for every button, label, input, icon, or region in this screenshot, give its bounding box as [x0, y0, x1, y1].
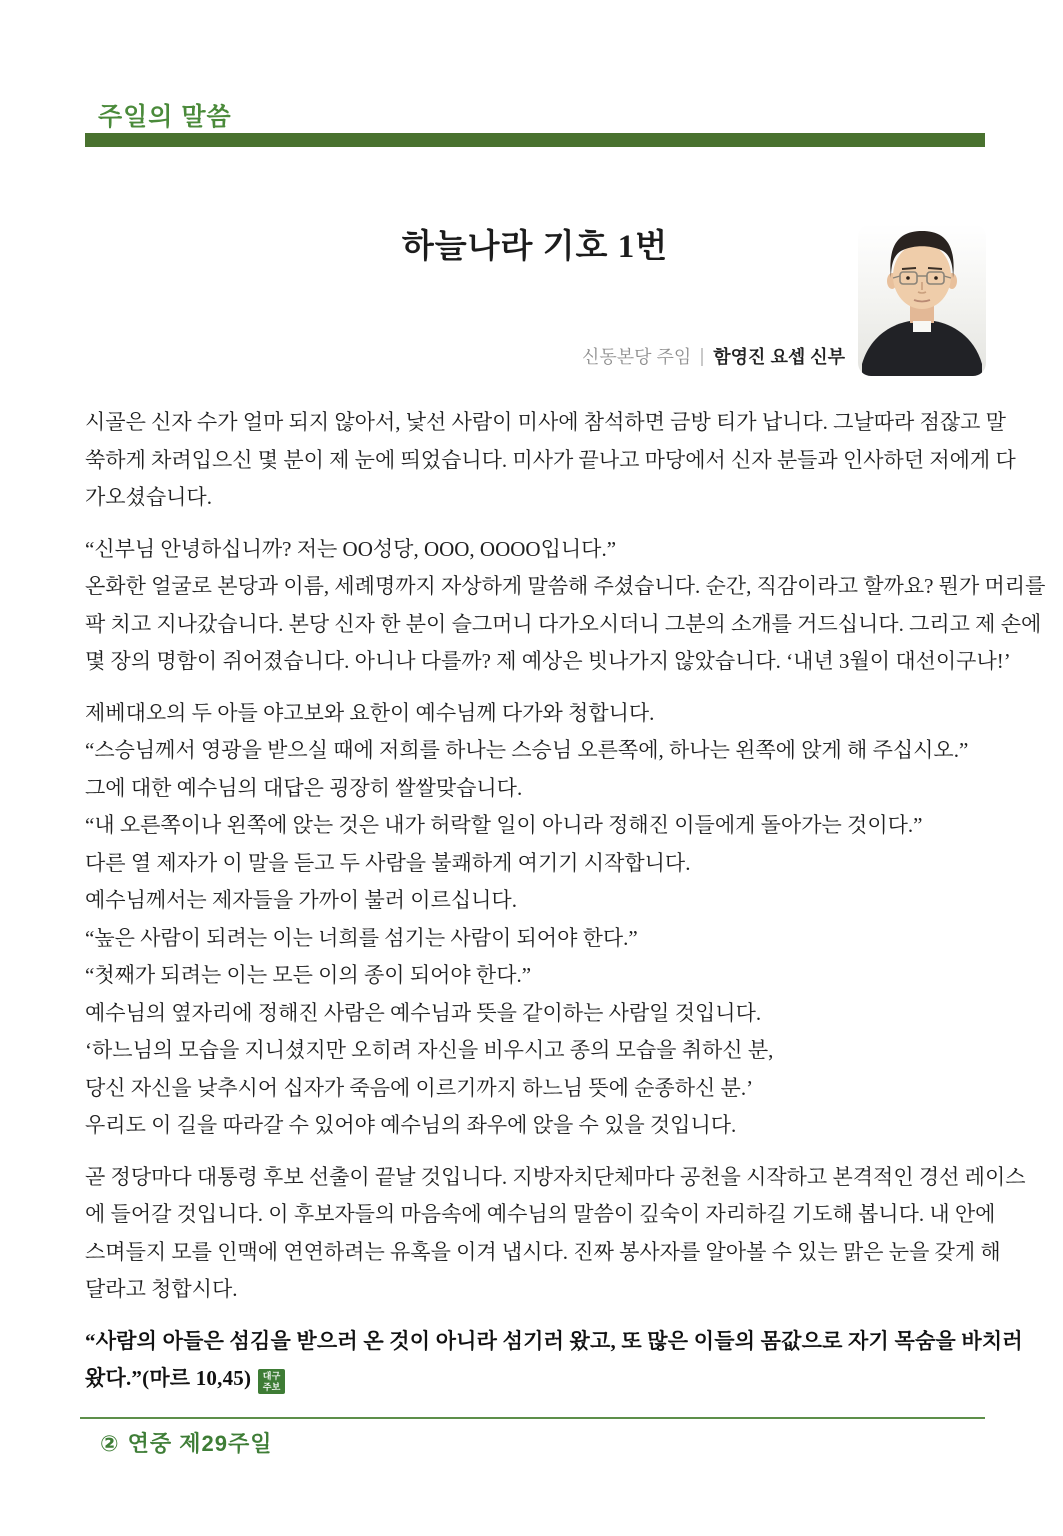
text-line: “사람의 아들은 섬김을 받으러 온 것이 아니라 섬기러 왔고, 또 많은 이들의 몸값으로 자기 목숨을 바치러 [85, 1328, 1023, 1353]
footer-sunday-label: 연중 제29주일 [127, 1431, 273, 1456]
text-line: ‘하느님의 모습을 지니셨지만 오히려 자신을 비우시고 종의 모습을 취하신 분, [85, 1038, 774, 1062]
text-line [85, 1360, 985, 1398]
paragraph [85, 531, 1046, 681]
text-line: 예수님의 옆자리에 정해진 사람은 예수님과 뜻을 같이하는 사람일 것입니다. [85, 1000, 762, 1025]
text-line: “높은 사람이 되려는 이는 너희를 섬기는 사람이 되어야 한다.” [85, 925, 638, 950]
text-line: 제베대오의 두 아들 야고보와 요한이 예수님께 다가와 청합니다. [85, 700, 655, 725]
paragraph [85, 1159, 1026, 1309]
text-line: 쑥하게 차려입으신 몇 분이 제 눈에 띄었습니다. 미사가 끝나고 마당에서 신자 분들과 인사하던 저에게 다 [85, 447, 1016, 472]
byline-role: 신동본당 주임 [581, 347, 692, 367]
article-title: 하늘나라 기호 1번 [401, 229, 669, 265]
byline-divider [701, 348, 703, 366]
paragraph [85, 404, 1016, 517]
priest-portrait-illustration [858, 224, 986, 376]
byline [582, 343, 845, 369]
text-line: 곧 정당마다 대통령 후보 선출이 끝날 것입니다. 지방자치단체마다 공천을 시작하고 본격적인 경선 레이스 [85, 1164, 1026, 1189]
text-line: 팍 치고 지나갔습니다. 본당 신자 한 분이 슬그머니 다가오시더니 그분의 소개를 거드십니다. 그리고 제 손에 [85, 611, 1042, 636]
text-line: 에 들어갈 것입니다. 이 후보자들의 마음속에 예수님의 말씀이 깊숙이 자리하길 기도해 봅니다. 내 안에 [85, 1202, 996, 1226]
priest-photo [858, 224, 986, 376]
text-line: 당신 자신을 낮추시어 십자가 죽음에 이르기까지 하느님 뜻에 순종하신 분.’ [85, 1075, 754, 1100]
text-line: 시골은 신자 수가 얼마 되지 않아서, 낯선 사람이 미사에 참석하면 금방 티가 납니다. 그날따라 점잖고 말 [85, 410, 1006, 434]
text-line: 몇 장의 명함이 쥐어졌습니다. 아니나 다를까? 제 예상은 빗나가지 않았습니다. ‘내년 3월이 대선이구나!’ [85, 649, 1011, 673]
text-line: 예수님께서는 제자들을 가까이 불러 이르십니다. [85, 888, 517, 912]
text-line: “스승님께서 영광을 받으실 때에 저희를 하나는 스승님 오른쪽에, 하나는 왼쪽에 앉게 해 주십시오.” [85, 738, 969, 762]
text-line: “내 오른쪽이나 왼쪽에 앉는 것은 내가 허락할 일이 아니라 정해진 이들에게 돌아가는 것이다.” [85, 813, 923, 837]
paragraph [85, 695, 985, 1145]
text-line: “첫째가 되려는 이는 모든 이의 종이 되어야 한다.” [85, 963, 532, 987]
footer-page-label [100, 1427, 272, 1458]
text-line: 그에 대한 예수님의 대답은 굉장히 쌀쌀맞습니다. [85, 775, 523, 800]
text-line: 우리도 이 길을 따라갈 수 있어야 예수님의 좌우에 앉을 수 있을 것입니다. [85, 1113, 737, 1137]
text-line: 가오셨습니다. [85, 485, 212, 509]
text-line: 온화한 얼굴로 본당과 이름, 세례명까지 자상하게 말씀해 주셨습니다. 순간, 직감이라고 할까요? 뭔가 머리를 [85, 574, 1046, 598]
footer-page-number: ② [100, 1431, 120, 1456]
text-line: 스며들지 모를 인맥에 연연하려는 유혹을 이겨 냅시다. 진짜 봉사자를 알아볼 수 있는 맑은 눈을 갖게 해 [85, 1239, 1001, 1264]
footer-rule [80, 1417, 985, 1419]
article-body [85, 404, 1046, 1412]
header-rule [85, 133, 985, 147]
text-line: 다른 열 제자가 이 말을 듣고 두 사람을 불쾌하게 여기기 시작합니다. [85, 850, 691, 875]
bulletin-stamp-icon: 대구 주보 [258, 1369, 285, 1394]
closing-quote-reference: 왔다.”(마르 10,45) [85, 1366, 252, 1390]
text-line: 달라고 청합시다. [85, 1277, 238, 1301]
text-line: “신부님 안녕하십니까? 저는 OO성당, OOO, OOOO입니다.” [85, 536, 617, 561]
section-header-label: 주일의 말씀 [98, 103, 232, 131]
closing-quote-paragraph [85, 1323, 1023, 1398]
byline-author: 함영진 요셉 신부 [713, 347, 845, 367]
